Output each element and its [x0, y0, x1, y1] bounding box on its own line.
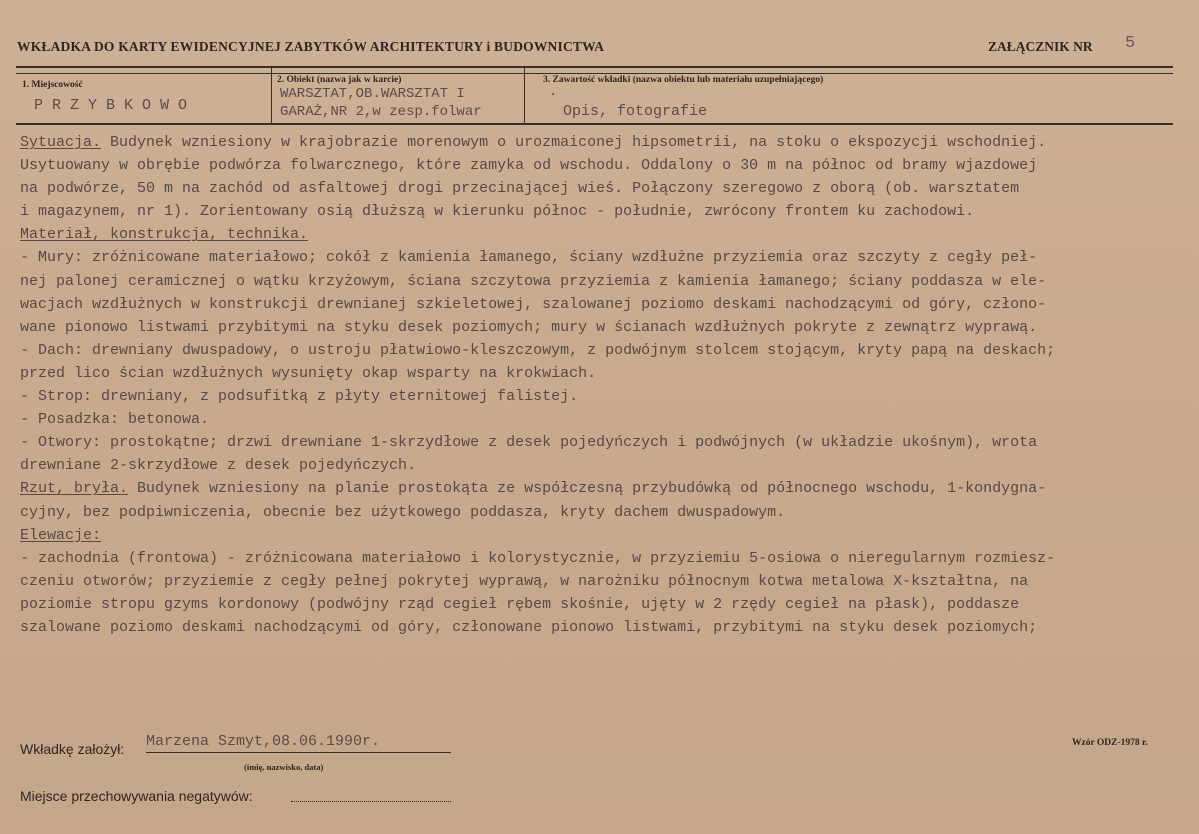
locality-value: P R Z Y B K O W O [34, 97, 188, 114]
text-line [20, 477, 1185, 500]
created-by-value: Marzena Szmyt,08.06.1990r. [146, 733, 381, 750]
form-title: WKŁADKA DO KARTY EWIDENCYJNEJ ZABYTKÓW ARCHITEKTURY i BUDOWNICTWA [17, 39, 605, 54]
text-line: czeniu otworów; przyziemie z cegły pełnej pokrytej wyprawą, w narożniku północnym kotwa metalowa X-kształtna, na [20, 572, 1029, 590]
line-text: Budynek wzniesiony na planie prostokąta ze współczesną przybudówką od północnego wschodu, 1-kondygna- [128, 480, 1047, 498]
header-rule-mid [16, 73, 1173, 74]
section-heading-plan: Rzut, bryła. [20, 480, 129, 498]
section-heading-situation: Sytuacja. [20, 134, 102, 151]
created-by-hint: (imię, nazwisko, data) [244, 762, 324, 772]
created-by-label: Wkładkę założył: [20, 741, 125, 757]
storage-line [291, 801, 451, 802]
text-line: wacjach wzdłużnych w konstrukcji drewnianej szkieletowej, szalowanej poziomo deskami nachodzącymi od góry, człono- [20, 295, 1047, 313]
object-value-line1: WARSZTAT,OB.WARSZTAT I [280, 86, 465, 102]
text-line: - Dach: drewniany dwuspadowy, o ustroju płatwiowo-kleszczowym, z podwójnym stolcem stojącym, kryty papą na deskach; [20, 341, 1056, 359]
line-text: Budynek wzniesiony w krajobrazie morenowym o urozmaiconej hipsometrii, na stoku o ekspozycji wschodniej. [101, 134, 1047, 151]
storage-label: Miejsce przechowywania negatywów: [20, 788, 253, 804]
text-line: - zachodnia (frontowa) - zróżnicowana materiałowo i kolorystycznie, w przyziemiu 5-osiowa o nieregularnym rozmiesz- [20, 549, 1056, 567]
text-line: drewniane 2-skrzydłowe z desek pojedyńczych. [20, 457, 417, 475]
text-line: nej palonej ceramicznej o wątku krzyżowym, ściana szczytowa przyziemia z kamienia łamanego; ściany poddasza w ele- [20, 272, 1047, 290]
text-line: poziomie stropu gzyms kordonowy (podwójny rząd cegieł rębem skośnie, ujęty w 2 rzędy cegieł na płask), poddasze [20, 595, 1020, 613]
text-line: szalowane poziomo deskami nachodzącymi od góry, członowane pionowo listwami, przybitymi na styku desek poziomych; [20, 618, 1038, 636]
text-line: cyjny, bez podpiwniczenia, obecnie bez użytkowego poddasza, kryty dachem dwuspadowym. [20, 503, 786, 521]
content-mark: . [549, 84, 558, 100]
section-heading-material: Materiał, konstrukcja, technika. [20, 226, 309, 244]
box-divider-2 [524, 68, 525, 124]
object-label: 2. Obiekt (nazwa jak w karcie) [277, 75, 402, 85]
text-line [20, 524, 1185, 547]
text-line: przed lico ścian wzdłużnych wysunięty okap wsparty na krokwiach. [20, 364, 597, 382]
text-line: - Strop: drewniany, z podsufitką z płyty eternitowej falistej. [20, 388, 579, 406]
text-line: Usytuowany w obrębie podwórza folwarcznego, które zamyka od wschodu. Oddalony o 30 m na północ od bramy wjazdowej [20, 157, 1038, 175]
locality-label: 1. Miejscowość [22, 80, 83, 90]
text-line [20, 131, 1185, 154]
text-line: i magazynem, nr 1). Zorientowany osią dłuższą w kierunku północ - południe, zwrócony frontem ku zachodowi. [20, 203, 975, 221]
form-code: Wzór ODZ-1978 r. [1072, 738, 1148, 748]
text-line: wane pionowo listwami przybitymi na styku desek poziomych; mury w ścianach wzdłużnych pokryte z zewnątrz wyprawą. [20, 318, 1038, 336]
text-line: na podwórze, 50 m na zachód od asfaltowej drogi przecinającej wieś. Połączony szeregowo z oborą (ob. warsztatem [20, 180, 1020, 198]
attachment-label: ZAŁĄCZNIK NR [988, 39, 1093, 54]
created-by-line [146, 752, 451, 753]
attachment-number: 5 [1125, 34, 1136, 53]
text-line: - Otwory: prostokątne; drzwi drewniane 1-skrzydłowe z desek pojedyńczych i podwójnych (w układzie ukośnym), wrota [20, 434, 1038, 452]
text-line [20, 223, 1185, 246]
text-line: - Posadzka: betonowa. [20, 411, 210, 429]
box-divider-1 [271, 68, 272, 124]
section-heading-elevations: Elewacje: [20, 526, 102, 544]
header-rule-bottom [16, 123, 1173, 125]
content-value: Opis, fotografie [563, 103, 708, 120]
description-body [20, 131, 1185, 639]
header-rule-top [16, 66, 1173, 68]
object-value-line2: GARAŻ,NR 2,w zesp.folwar [280, 104, 482, 120]
text-line: - Mury: zróżnicowane materiałowo; cokół z kamienia łamanego, ściany wzdłużne przyziemia oraz szczyty z cegły peł- [20, 249, 1038, 267]
content-label: 3. Zawartość wkładki (nazwa obiektu lub materiału uzupełniającego) [543, 75, 824, 85]
